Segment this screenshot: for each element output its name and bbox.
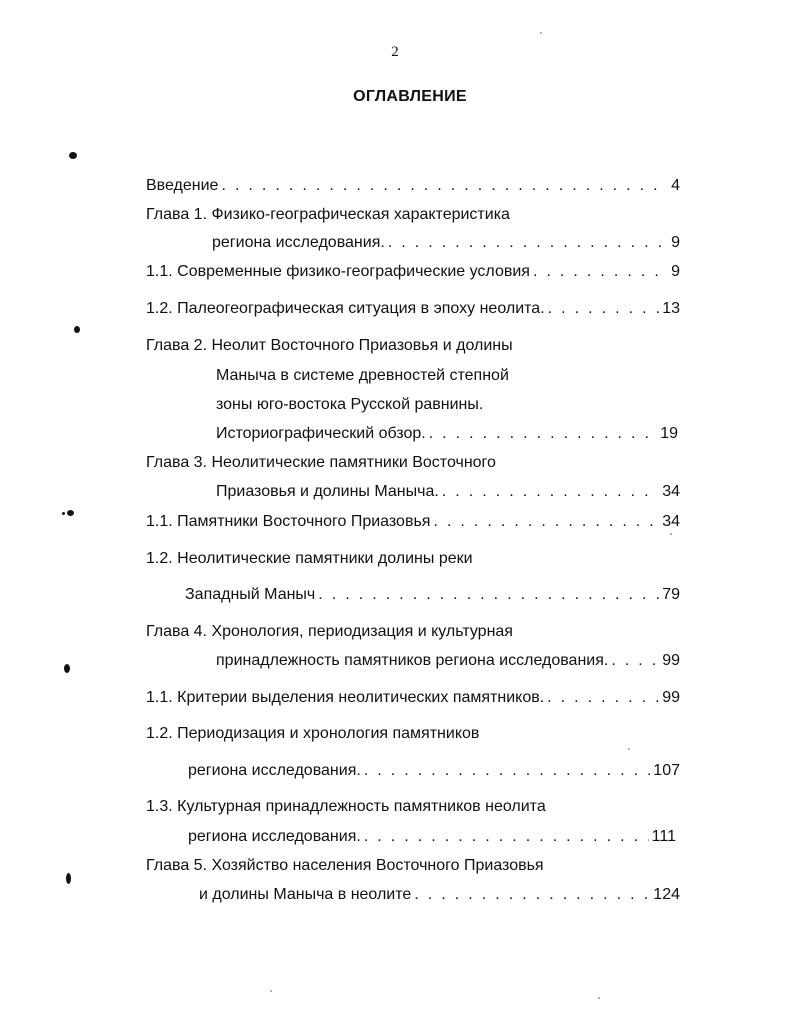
toc-chapter-2-line3: зоны юго-востока Русской равнины.	[216, 396, 484, 413]
toc-page-number: 9	[671, 263, 680, 280]
toc-page-number: 9	[671, 234, 680, 251]
toc-chapter-4-line1[interactable]: Глава 4. Хронология, периодизация и культурная	[146, 623, 513, 640]
toc-section-3-2-line1[interactable]: 1.2. Неолитические памятники долины реки	[146, 550, 473, 567]
dot-leader	[364, 761, 650, 781]
toc-section-1-2[interactable]	[146, 299, 680, 319]
toc-entry-text: Западный Маныч	[185, 586, 316, 603]
toc-chapter-2-line2: Маныча в системе древностей степной	[216, 367, 509, 384]
toc-entry-text: 1.1. Современные физико-географические условия	[146, 263, 530, 280]
toc-section-4-2[interactable]	[188, 761, 680, 781]
toc-page-number: 111	[651, 828, 676, 845]
toc-page-number: 34	[662, 483, 680, 500]
toc-entry-text: 1.1. Памятники Восточного Приазовья	[146, 513, 431, 530]
toc-section-4-3-line1[interactable]: 1.3. Культурная принадлежность памятников неолита	[146, 798, 546, 815]
dot-leader	[533, 262, 668, 282]
toc-page-number: 99	[662, 689, 680, 706]
toc-chapter-5[interactable]	[199, 885, 680, 905]
toc-chapter-3-line1[interactable]: Глава 3. Неолитические памятники Восточного	[146, 454, 496, 471]
toc-chapter-1[interactable]	[212, 233, 680, 253]
page-title: ОГЛАВЛЕНИЕ	[353, 88, 467, 105]
dot-leader	[221, 176, 668, 196]
dot-leader	[433, 512, 659, 532]
dot-leader	[442, 482, 659, 502]
scan-speck	[62, 512, 65, 515]
scan-speck	[69, 152, 77, 159]
toc-chapter-2[interactable]	[216, 424, 678, 444]
toc-entry-text: Приазовья и долины Маныча.	[216, 483, 439, 500]
toc-section-4-2-line1[interactable]: 1.2. Периодизация и хронология памятников	[146, 725, 480, 742]
toc-page-number: 107	[653, 762, 680, 779]
toc-page-number: 34	[662, 513, 680, 530]
toc-entry-intro[interactable]	[146, 176, 680, 196]
toc-entry-text: Историографический обзор.	[216, 425, 426, 442]
scan-speck	[270, 990, 272, 992]
toc-page-number: 4	[671, 177, 680, 194]
toc-entry-text: и долины Маныча в неолите	[199, 886, 412, 903]
dot-leader	[548, 299, 660, 319]
toc-page-number: 19	[660, 425, 678, 442]
scan-speck	[67, 510, 74, 516]
toc-entry-text: 1.2. Палеогеографическая ситуация в эпоху неолита.	[146, 300, 545, 317]
toc-section-4-3[interactable]	[188, 827, 676, 847]
scan-speck	[64, 664, 70, 673]
scan-speck	[670, 533, 672, 535]
dot-leader	[318, 585, 659, 605]
dot-leader	[388, 233, 668, 253]
dot-leader	[429, 424, 658, 444]
scan-speck	[66, 873, 71, 884]
toc-page-number: 79	[662, 586, 680, 603]
dot-leader	[611, 651, 659, 671]
toc-entry-text: региона исследования.	[188, 828, 361, 845]
scan-speck	[540, 32, 542, 34]
toc-page-number: 124	[653, 886, 680, 903]
scan-speck	[598, 997, 600, 999]
toc-section-4-1[interactable]	[146, 688, 680, 708]
page-number: 2	[391, 44, 399, 60]
dot-leader	[547, 688, 659, 708]
toc-section-3-1[interactable]	[146, 512, 680, 532]
toc-chapter-2-line1[interactable]: Глава 2. Неолит Восточного Приазовья и долины	[146, 337, 513, 354]
toc-chapter-5-line1[interactable]: Глава 5. Хозяйство населения Восточного Приазовья	[146, 857, 544, 874]
toc-entry-text: региона исследования.	[188, 762, 361, 779]
dot-leader	[364, 827, 649, 847]
toc-chapter-1-line1[interactable]: Глава 1. Физико-географическая характеристика	[146, 206, 510, 223]
scan-speck	[74, 326, 80, 333]
dot-leader	[414, 885, 650, 905]
toc-section-1-1[interactable]	[146, 262, 680, 282]
toc-chapter-4[interactable]	[216, 651, 680, 671]
toc-chapter-3[interactable]	[216, 482, 680, 502]
toc-entry-text: Введение	[146, 177, 219, 194]
toc-page-number: 99	[662, 652, 680, 669]
toc-entry-text: региона исследования.	[212, 234, 385, 251]
toc-entry-text: 1.1. Критерии выделения неолитических памятников.	[146, 689, 545, 706]
toc-page-number: 13	[662, 300, 680, 317]
scan-speck	[628, 748, 630, 750]
toc-section-3-2[interactable]	[185, 585, 680, 605]
toc-entry-text: принадлежность памятников региона исследования.	[216, 652, 609, 669]
